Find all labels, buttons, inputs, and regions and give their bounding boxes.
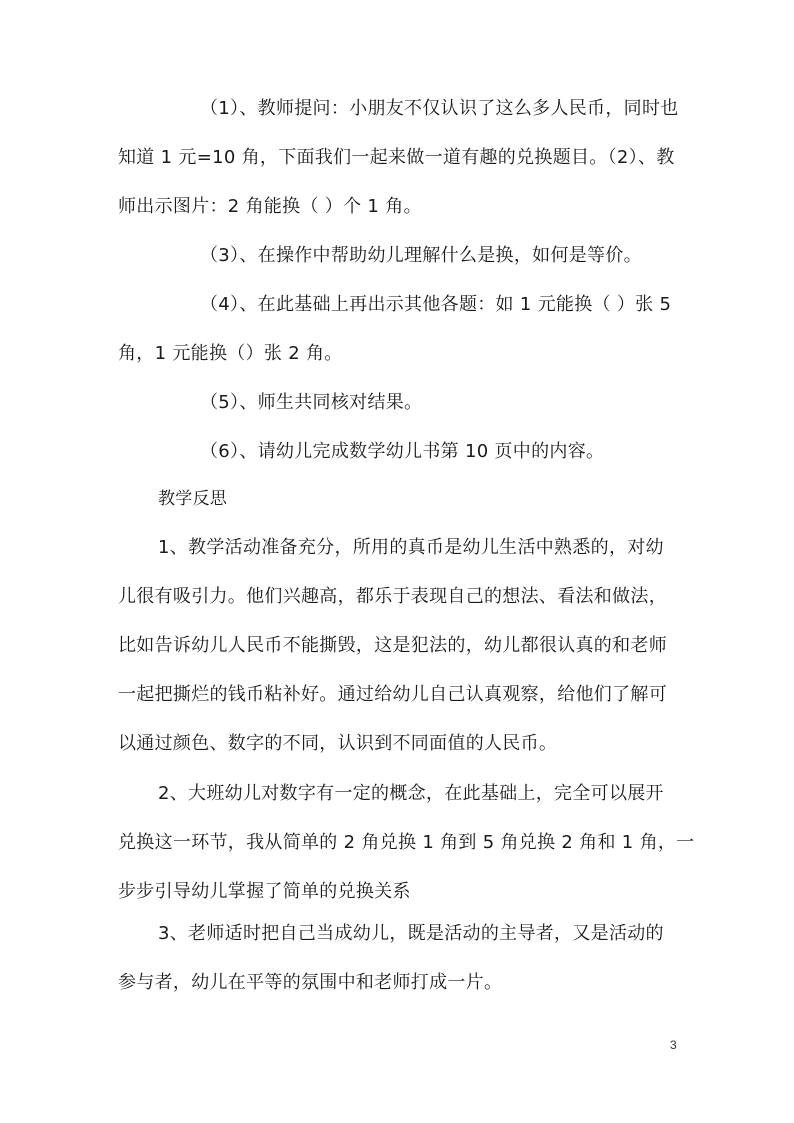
text-line: 儿很有吸引力。他们兴趣高，都乐于表现自己的想法、看法和做法， (118, 586, 667, 607)
text-line: 知道 1 元=10 角，下面我们一起来做一道有趣的兑换题目。（2）、教 (118, 147, 675, 168)
text-line: 比如告诉幼儿人民币不能撕毁，这是犯法的，幼儿都很认真的和老师 (118, 635, 667, 656)
text-line: 角，1 元能换（）张 2 角。 (118, 343, 343, 364)
text-line: 3、老师适时把自己当成幼儿，既是活动的主导者，又是活动的 (158, 923, 664, 944)
text-line: 以通过颜色、数字的不同，认识到不同面值的人民币。 (118, 733, 558, 754)
text-line: 师出示图片：2 角能换（ ）个 1 角。 (118, 196, 422, 217)
page-number: 3 (670, 1038, 677, 1052)
section-heading: 教学反思 (158, 489, 228, 509)
text-line: （4）、在此基础上再出示其他各题：如 1 元能换（ ）张 5 (200, 294, 672, 315)
text-line: 参与者，幼儿在平等的氛围中和老师打成一片。 (118, 972, 503, 993)
text-line: 步步引导幼儿掌握了简单的兑换关系 (118, 881, 411, 902)
text-line: 一起把撕烂的钱币粘补好。通过给幼儿自己认真观察，给他们了解可 (118, 684, 667, 705)
text-line: （6）、请幼儿完成数学幼儿书第 10 页中的内容。 (200, 441, 605, 462)
text-line: 1、教学活动准备充分，所用的真币是幼儿生活中熟悉的，对幼 (158, 537, 664, 558)
text-line: （5）、师生共同核对结果。 (200, 392, 423, 413)
text-line: （3）、在操作中帮助幼儿理解什么是换，如何是等价。 (200, 245, 642, 266)
text-line: 兑换这一环节，我从简单的 2 角兑换 1 角到 5 角兑换 2 角和 1 角，一 (118, 832, 695, 853)
text-line: （1）、教师提问：小朋友不仅认识了这么多人民币，同时也 (200, 98, 679, 119)
text-line: 2、大班幼儿对数字有一定的概念，在此基础上，完全可以展开 (158, 783, 664, 804)
